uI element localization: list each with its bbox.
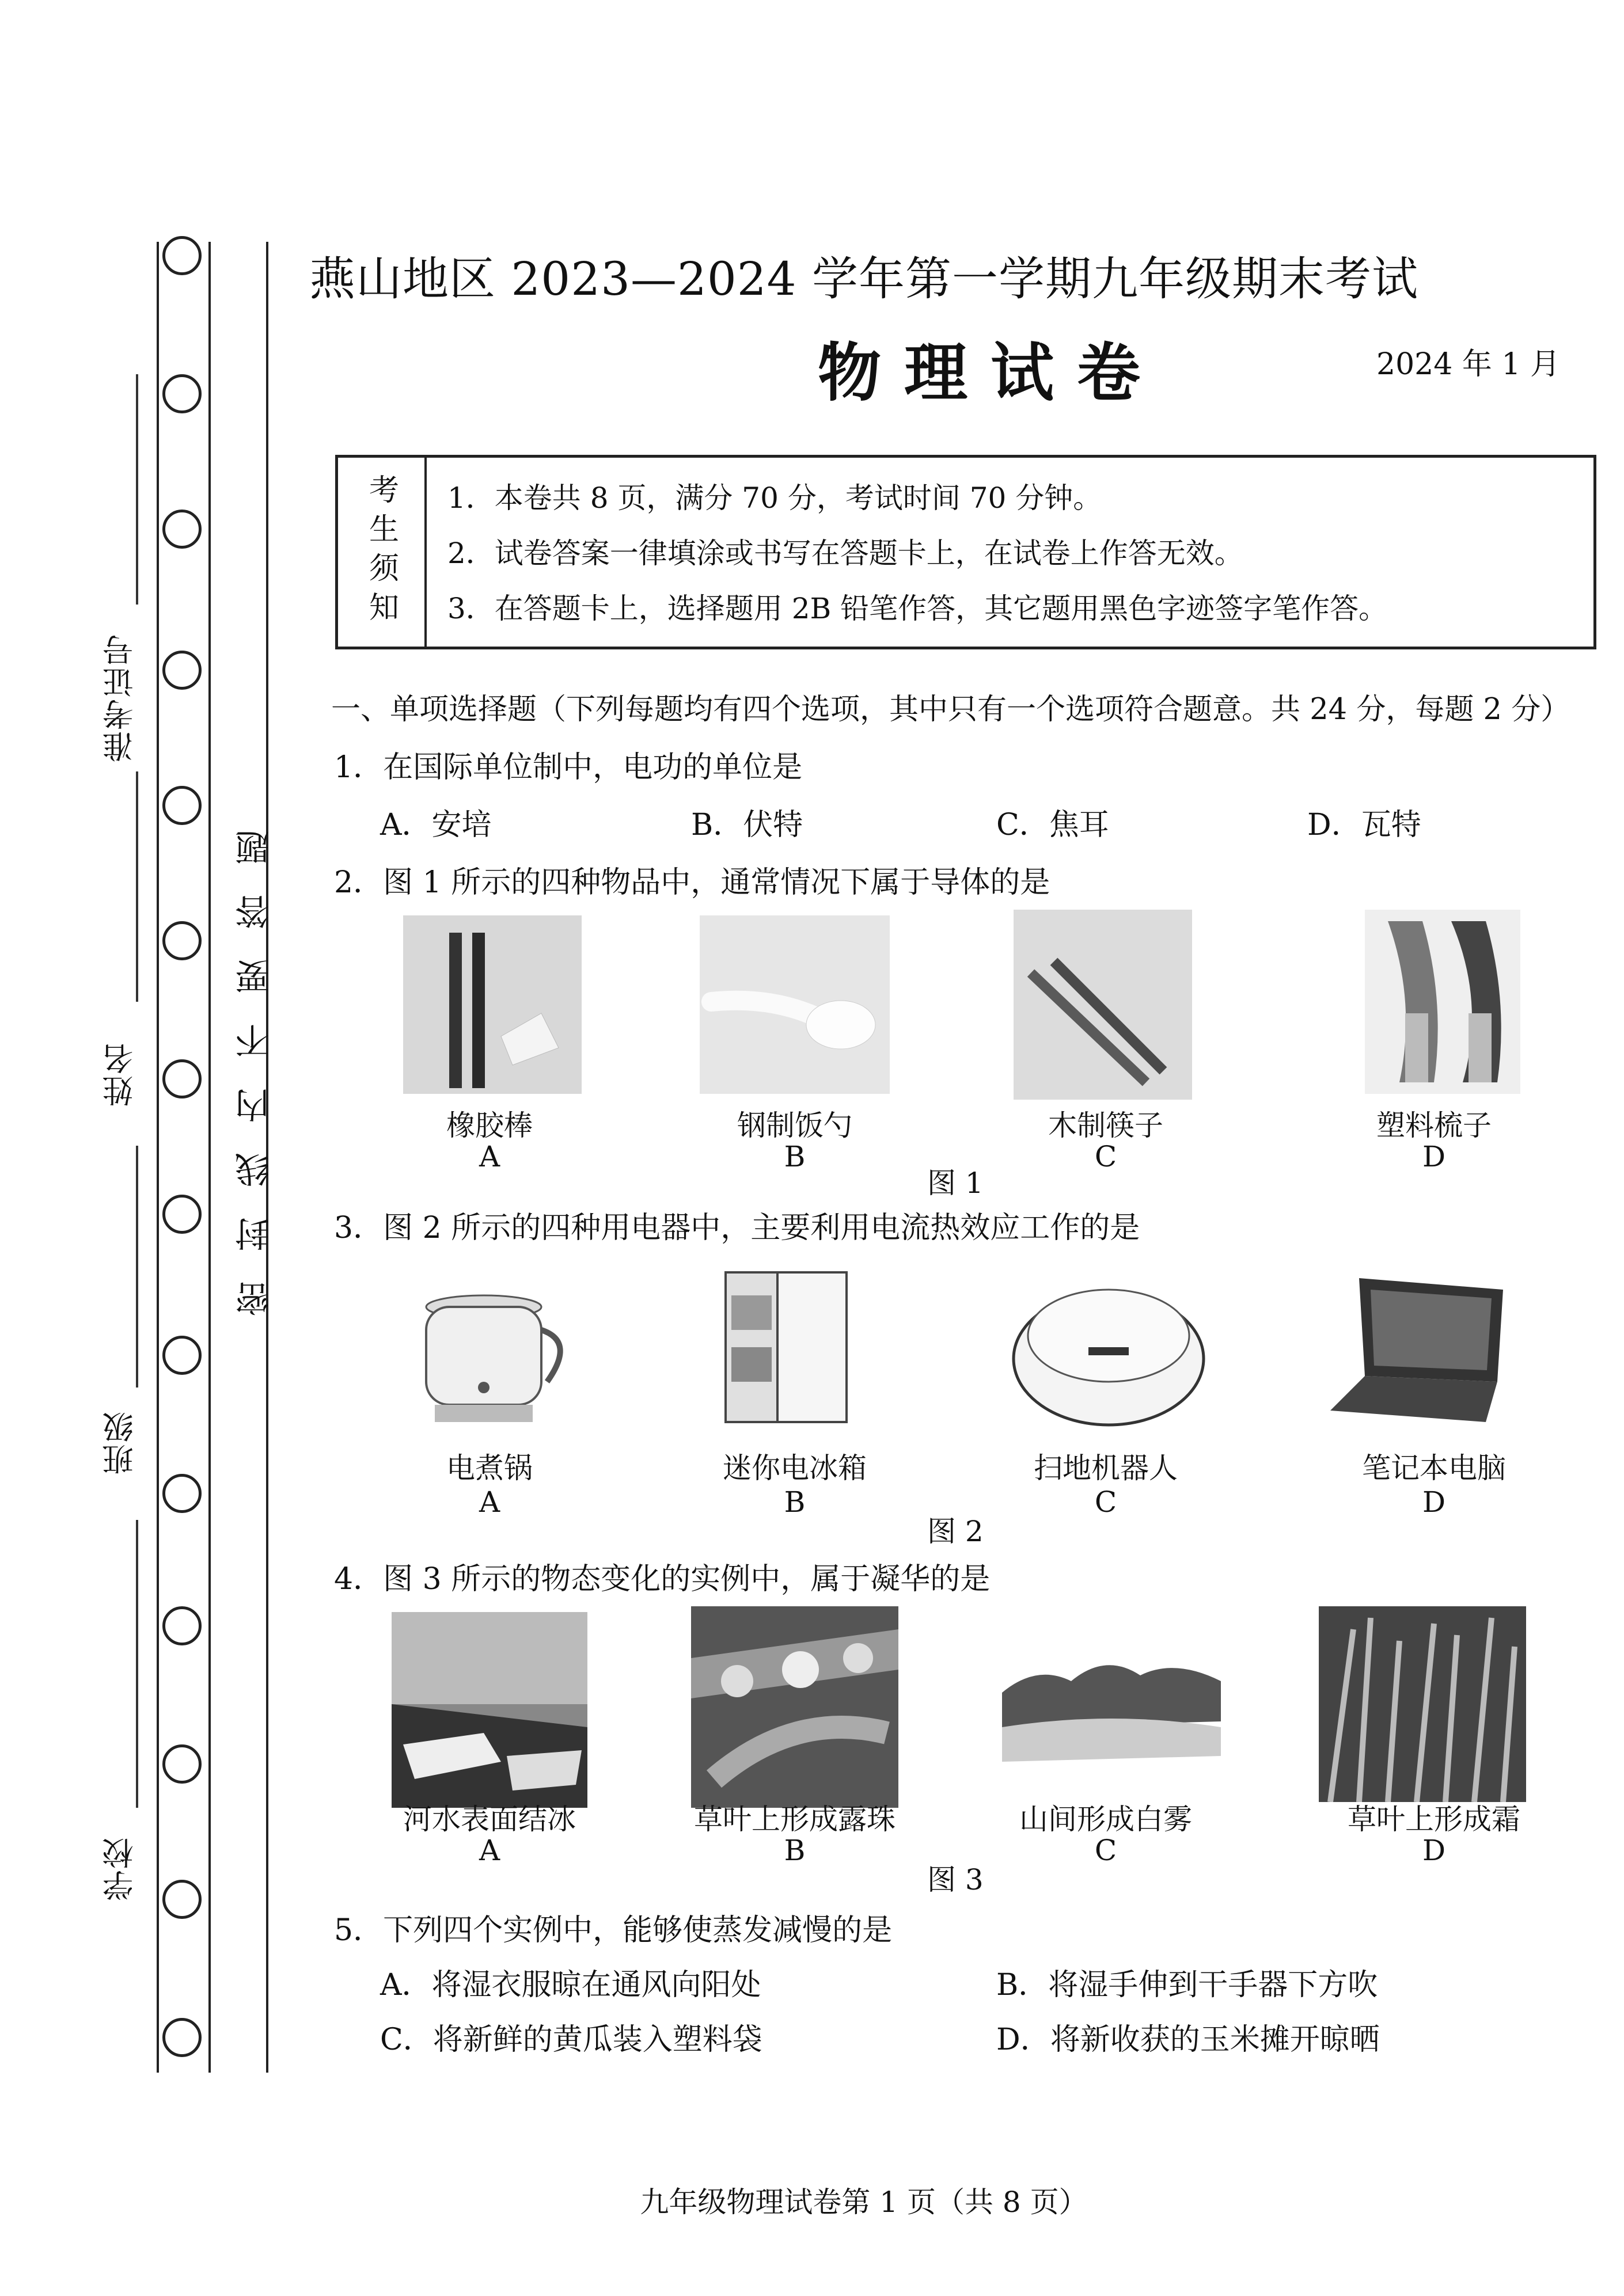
- fig1-caption-a: 橡胶棒: [446, 1109, 533, 1142]
- binding-hole: [162, 1059, 202, 1098]
- fig3-letter-d: D: [1422, 1834, 1446, 1867]
- mountain-fog-photo: [1002, 1641, 1221, 1791]
- fig1-caption-b: 钢制饭勺: [737, 1109, 852, 1142]
- fig1-letter-d: D: [1422, 1140, 1446, 1173]
- notice-heading-cell: [338, 458, 427, 647]
- fill-line-name: [136, 1146, 138, 1388]
- figure-2-label: 图 2: [927, 1515, 984, 1548]
- binding-hole: [162, 1336, 202, 1375]
- question-1: 1．在国际单位制中，电功的单位是: [334, 750, 803, 785]
- fig2-caption-b: 迷你电冰箱: [723, 1451, 867, 1485]
- paper-subtitle: 物理试卷: [818, 336, 1163, 410]
- fig1-letter-c: C: [1094, 1140, 1117, 1173]
- figure-1-label: 图 1: [927, 1166, 984, 1200]
- fig2-caption-c: 扫地机器人: [1034, 1451, 1178, 1485]
- label-school: 学校: [102, 1837, 138, 1901]
- fill-line-exam-id-2: [136, 771, 138, 1002]
- margin-line-left: [157, 242, 159, 2073]
- label-name: 姓名: [102, 1042, 138, 1107]
- binding-hole: [162, 1744, 202, 1784]
- binding-hole: [162, 1195, 202, 1234]
- wooden-chopsticks-photo: [1014, 910, 1192, 1100]
- notice-item: 2．试卷答案一律填涂或书写在答题卡上，在试卷上作答无效。: [447, 537, 1243, 570]
- binding-hole: [162, 2018, 202, 2057]
- fig1-letter-a: A: [479, 1140, 500, 1173]
- fig3-caption-b: 草叶上形成露珠: [694, 1803, 896, 1836]
- binding-hole: [162, 1880, 202, 1919]
- river-ice-photo: [392, 1612, 587, 1808]
- q5-option-c: C．将新鲜的黄瓜装入塑料袋: [380, 2023, 762, 2057]
- frost-grass-photo: [1319, 1606, 1526, 1802]
- label-exam-id: 准考证号: [102, 633, 138, 762]
- margin-line-mid: [208, 242, 211, 2073]
- fig1-caption-d: 塑料梳子: [1376, 1109, 1492, 1142]
- rubber-rod-photo: [403, 915, 582, 1094]
- fig3-letter-c: C: [1094, 1834, 1117, 1867]
- binding-hole: [162, 374, 202, 413]
- notice-item: 1．本卷共 8 页，满分 70 分，考试时间 70 分钟。: [447, 481, 1102, 515]
- page-footer: 九年级物理试卷第 1 页（共 8 页）: [640, 2185, 1088, 2219]
- q5-option-a: A．将湿衣服晾在通风向阳处: [380, 1968, 761, 2002]
- dew-drops-photo: [691, 1606, 898, 1808]
- question-5: 5．下列四个实例中，能够使蒸发减慢的是: [334, 1913, 893, 1948]
- seal-notice: 密封线内不要答题: [235, 800, 275, 1316]
- fig1-letter-b: B: [784, 1140, 806, 1173]
- question-2: 2．图 1 所示的四种物品中，通常情况下属于导体的是: [334, 865, 1050, 900]
- steel-spoon-photo: [700, 915, 890, 1094]
- fig3-caption-a: 河水表面结冰: [403, 1803, 576, 1836]
- binding-hole: [162, 1606, 202, 1645]
- fig2-letter-c: C: [1094, 1485, 1117, 1519]
- binding-hole: [162, 786, 202, 825]
- exam-date: 2024 年 1 月: [1376, 347, 1561, 382]
- binding-hole: [162, 1474, 202, 1513]
- figure-3-label: 图 3: [927, 1863, 984, 1896]
- fig2-letter-b: B: [784, 1485, 806, 1519]
- binding-hole: [162, 510, 202, 549]
- fig3-letter-b: B: [784, 1834, 806, 1867]
- fig2-letter-d: D: [1422, 1485, 1446, 1519]
- q5-option-b: B．将湿手伸到干手器下方吹: [996, 1968, 1378, 2002]
- notice-items: [447, 470, 1387, 636]
- label-class: 班级: [102, 1411, 138, 1475]
- fig3-caption-d: 草叶上形成霜: [1348, 1803, 1520, 1836]
- fig2-caption-d: 笔记本电脑: [1362, 1451, 1506, 1485]
- q1-option-d: D．瓦特: [1307, 808, 1421, 842]
- fig3-caption-c: 山间形成白雾: [1019, 1803, 1192, 1836]
- plastic-comb-photo: [1365, 910, 1520, 1094]
- fig2-caption-a: 电煮锅: [446, 1451, 533, 1485]
- q1-option-a: A．安培: [380, 808, 492, 842]
- laptop-photo: [1319, 1267, 1515, 1434]
- notice-heading: 考生须知: [363, 474, 399, 630]
- binding-hole: [162, 921, 202, 960]
- section-heading: 一、单项选择题（下列每题均有四个选项，其中只有一个选项符合题意。共 24 分，每题 2 分）: [331, 693, 1570, 727]
- mini-fridge-photo: [714, 1261, 864, 1434]
- question-4: 4．图 3 所示的物态变化的实例中，属于凝华的是: [334, 1562, 991, 1596]
- q5-option-d: D．将新收获的玉米摊开晾晒: [996, 2023, 1380, 2057]
- robot-vacuum-photo: [1002, 1261, 1215, 1434]
- question-3: 3．图 2 所示的四种用电器中，主要利用电流热效应工作的是: [334, 1211, 1140, 1245]
- fill-line-exam-id: [136, 374, 138, 605]
- notice-box: [335, 455, 1596, 649]
- q1-option-c: C．焦耳: [996, 808, 1109, 842]
- fill-line-class: [136, 1520, 138, 1808]
- q1-option-b: B．伏特: [691, 808, 803, 842]
- fig3-letter-a: A: [479, 1834, 500, 1867]
- fig2-letter-a: A: [479, 1485, 500, 1519]
- fig1-caption-c: 木制筷子: [1048, 1109, 1163, 1142]
- exam-title: 燕山地区 2023—2024 学年第一学期九年级期末考试: [309, 252, 1419, 306]
- electric-cooker-photo: [403, 1267, 576, 1434]
- notice-item: 3．在答题卡上，选择题用 2B 铅笔作答，其它题用黑色字迹签字笔作答。: [447, 592, 1388, 625]
- binding-hole: [162, 651, 202, 690]
